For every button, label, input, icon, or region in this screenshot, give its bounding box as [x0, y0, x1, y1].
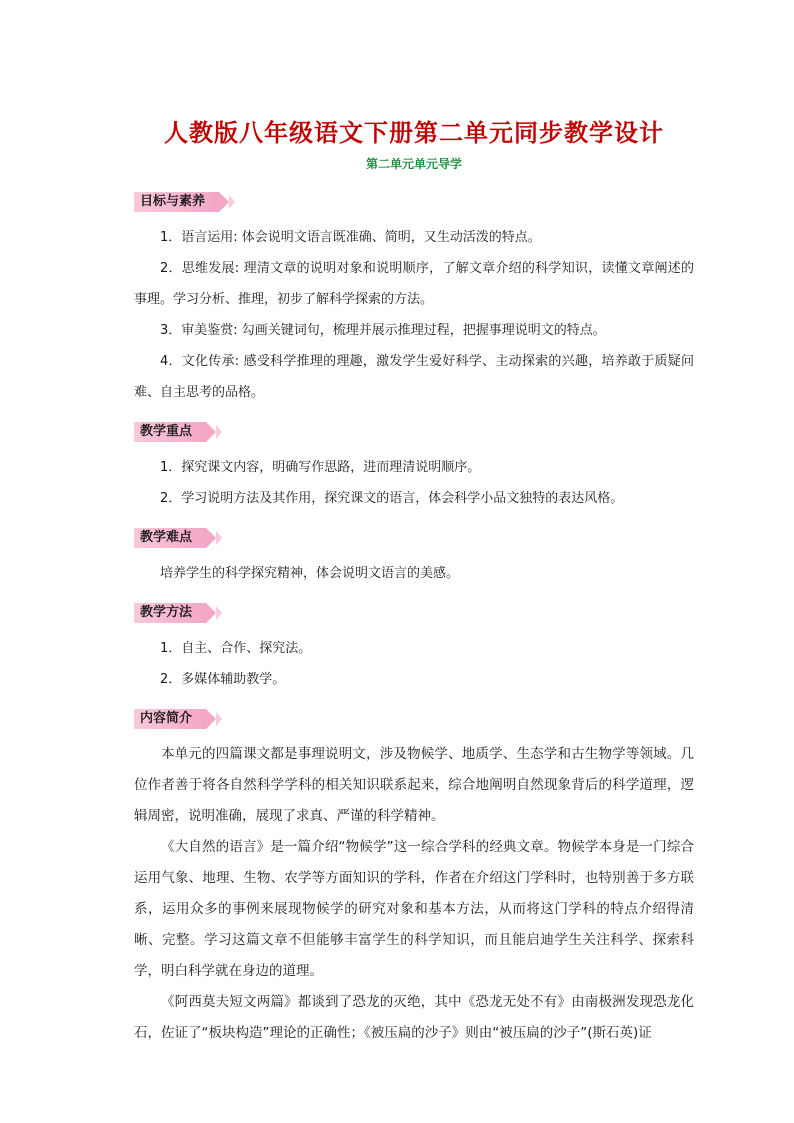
label-arrow-icon	[216, 425, 222, 439]
goal-item-2: 2．思维发展: 理清文章的说明对象和说明顺序，了解文章介绍的科学知识，读懂文章阐述的事理。学习分析、推理，初步了解科学探索的方法。	[134, 261, 694, 307]
summary-paragraph-1: 本单元的四篇课文都是事理说明文，涉及物候学、地质学、生态学和古生物学等领域。几位作者善于将各自然科学学科的相关知识联系起来，综合地阐明自然现象背后的科学道理，逻辑周密，说明准确，展现了求真、严谨的科学精神。	[134, 746, 694, 824]
section-label-text: 教学重点	[140, 424, 193, 439]
section-label-summary	[134, 709, 206, 729]
section-label-key-points	[134, 422, 206, 442]
label-arrow-icon	[216, 606, 222, 620]
goal-item-1: 1．语言运用: 体会说明文语言既准确、简明，又生动活泼的特点。	[160, 230, 541, 245]
summary-paragraph-3: 《阿西莫夫短文两篇》都谈到了恐龙的灭绝，其中《恐龙无处不有》由南极洲发现恐龙化石，佐证了“板块构造”理论的正确性；《被压扁的沙子》则由“被压扁的沙子”(斯石英)证	[134, 994, 694, 1041]
method-item-2: 2．多媒体辅助教学。	[160, 672, 286, 687]
label-arrow-icon	[229, 195, 235, 209]
section-label-text: 内容简介	[140, 711, 193, 726]
section-label-difficulties	[134, 528, 206, 548]
key-point-item-2: 2．学习说明方法及其作用，探究课文的语言，体会科学小品文独特的表达风格。	[160, 491, 624, 506]
section-label-text: 目标与素养	[140, 194, 206, 209]
method-item-1: 1．自主、合作、探究法。	[160, 641, 312, 656]
difficulty-item-1: 培养学生的科学探究精神，体会说明文语言的美感。	[160, 566, 460, 581]
label-arrow-icon	[216, 712, 222, 726]
document-subtitle: 第二单元单元导学	[365, 157, 462, 171]
document-title: 人教版八年级语文下册第二单元同步教学设计	[164, 118, 664, 147]
section-label-text: 教学方法	[140, 605, 193, 620]
section-label-methods	[134, 603, 206, 623]
goal-item-4: 4．文化传承: 感受科学推理的理趣，激发学生爱好科学、主动探索的兴趣，培养敢于质疑问难、自主思考的品格。	[134, 354, 694, 400]
goal-item-3: 3．审美鉴赏: 勾画关键词句，梳理并展示推理过程，把握事理说明文的特点。	[160, 323, 606, 338]
section-label-goals	[134, 192, 219, 212]
section-label-text: 教学难点	[140, 530, 193, 545]
label-arrow-icon	[216, 531, 222, 545]
key-point-item-1: 1．探究课文内容，明确写作思路，进而理清说明顺序。	[160, 460, 481, 475]
summary-paragraph-2: 《大自然的语言》是一篇介绍“物候学”这一综合学科的经典文章。物候学本身是一门综合运用气象、地理、生物、农学等方面知识的学科，作者在介绍这门学科时，也特别善于多方联系，运用众多的事例来展现物候学的研究对象和基本方法，从而将这门学科的特点介绍得清晰、完整。学习这篇文章不但能够丰富学生的科学知识，而且能启迪学生关注科学、探索科学，明白科学就在身边的道理。	[134, 839, 694, 979]
